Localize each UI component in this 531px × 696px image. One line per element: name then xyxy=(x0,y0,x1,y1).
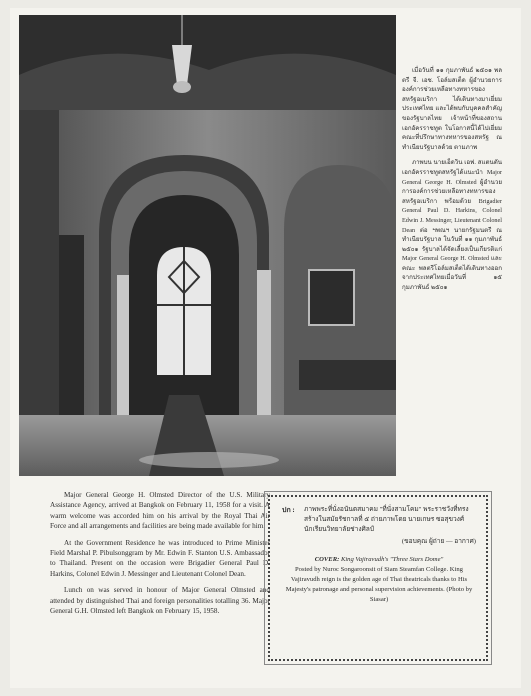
caption-paragraph-3: Lunch on was served in honour of Major General Olmsted and attended by distinguished Thai and foreign personalities totalling 36. Major General G.H. Olmsted left Bangkok on February 15, 1958. xyxy=(50,586,270,616)
magazine-page xyxy=(10,8,521,688)
cover-thai-credit: (ขอบคุณ ผู้ถ่าย — อากาศ) xyxy=(401,538,476,545)
thai-article-column xyxy=(402,66,502,299)
cover-english-block xyxy=(282,555,476,605)
cover-en-label: COVER: xyxy=(314,556,340,563)
cover-en-body: Posted by Nuroc Songaroonsit of Siam Steamfan College. King Vajiravudh reign is the golden age of Thai theatricals thanks to His Majesty's patronage and personal supervision achievements. (Photo by Siasar) xyxy=(285,566,473,603)
thai-paragraph-2: ภาพบน นายเอ็ดวิน เอฟ. สแตนตัน เอกอัครราชทูตสหรัฐได้แนะนำ Major General George H. Olmsted ผู้อำนวยการองค์การช่วยเหลือทางทหารของสหรัฐอเมริกา พร้อมด้วย Brigadier General Paul D. Harkins, Colonel Edwin J. Messinger, Lieutenant Colonel Dean ต่อ ฯพณฯ นายกรัฐมนตรี ณ ทำเนียบรัฐบาล ในวันที่ ๑๑ กุมภาพันธ์ ๒๕๐๑ รัฐบาลได้จัดเลี้ยงเป็นเกียรติแก่ Major General George H. Olmsted และคณะ พลตรีโอล์มสเต็ดได้เดินทางออกจากประเทศไทยเมื่อวันที่ ๑๕ กุมภาพันธ์ ๒๕๐๑ xyxy=(402,159,502,292)
cover-thai-row xyxy=(282,505,476,535)
cover-thai-text: ภาพพระที่นั่งอนันตสมาคม "ที่นั่งสามโคม" พระราชวังที่ทรงสร้างในสมัยรัชกาลที่ ๕ ถ่ายภาพโดย นายเกษร ซอสุขวงศ์ นักเรียนวิทยาลัยช่างศิลป์ xyxy=(304,506,469,533)
cover-thai-label: ปก : xyxy=(282,506,295,514)
photo-illustration xyxy=(19,15,396,476)
english-caption xyxy=(50,490,270,622)
caption-paragraph-2: At the Government Residence he was introduced to Prime Minister Field Marshal P. Pibulsonggram by Mr. Edwin F. Stanton U.S. Ambassador to Thailand. Present on the occasion were Brigadier General Paul D. Harkins, Colonel Edwin J. Messinger and Lieutenant Colonel Dean. xyxy=(50,538,270,578)
thai-paragraph-1: เมื่อวันที่ ๑๑ กุมภาพันธ์ ๒๕๐๑ พลตรี จี. เอช. โอล์มสเต็ด ผู้อำนวยการ องค์การช่วยเหลือทางทหารของสหรัฐอเมริกา ได้เดินทางมาเยี่ยมประเทศไทย และได้พบกับบุคคลสำคัญของรัฐบาลไทย เจ้าหน้าที่ของสถานเอกอัครราชทูต ในโอกาสนี้ได้ไปเยี่ยมคณะที่ปรึกษาทางทหารของสหรัฐ ณ ทำเนียบรัฐบาลด้วย ตามภาพ xyxy=(402,67,502,151)
caption-paragraph-1: Major General George H. Olmsted Director of the U.S. Military Assistance Agency, arrived at Bangkok on February 11, 1958 for a visit. A warm welcome was accorded him on his arrival by the Royal Thai Air Force and all arrangements and facilities are being made available for him. xyxy=(50,491,270,531)
cover-en-title: King Vajiravudh's "Three Stars Dome" xyxy=(340,556,444,563)
cover-description-box xyxy=(268,495,488,661)
interior-archway-photo xyxy=(19,15,396,476)
